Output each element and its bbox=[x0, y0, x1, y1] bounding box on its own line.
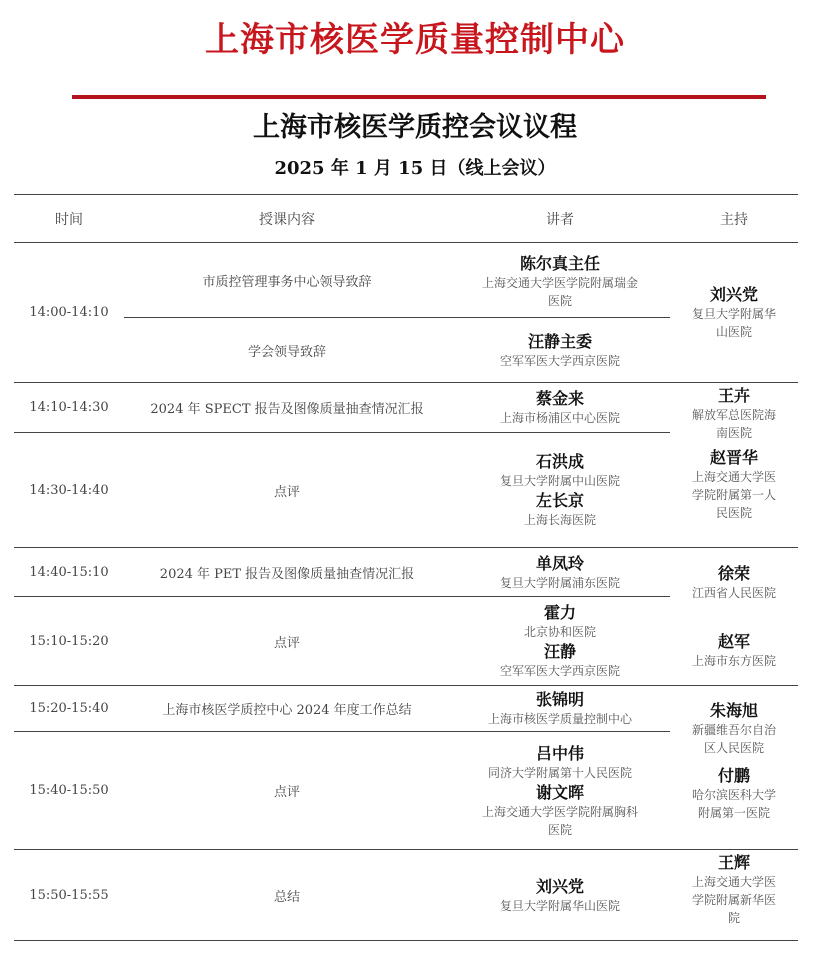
host-name: 赵军 bbox=[717, 632, 750, 652]
speaker-cell bbox=[450, 319, 670, 381]
time-slot: 15:50-15:55 bbox=[29, 887, 109, 903]
speaker-name: 汪静主委 bbox=[527, 331, 592, 351]
host-name: 徐荣 bbox=[717, 563, 750, 583]
host-affiliation: 附属第一医院 bbox=[697, 806, 770, 820]
session-topic: 学会领导致辞 bbox=[247, 344, 326, 360]
speaker-affiliation: 上海市核医学质量控制中心 bbox=[487, 712, 632, 726]
speaker-cell bbox=[450, 597, 670, 685]
host-affiliation: 新疆维吾尔自治 bbox=[691, 723, 776, 737]
speaker-name: 吕中伟 bbox=[535, 743, 584, 763]
host-affiliation: 院 bbox=[727, 911, 740, 925]
session-topic: 2024 年 SPECT 报告及图像质量抽查情况汇报 bbox=[150, 402, 424, 417]
speaker-affiliation: 医院 bbox=[547, 293, 572, 308]
header-divider bbox=[72, 95, 766, 99]
speaker-affiliation: 上海交通大学医学院附属胸科 bbox=[481, 804, 638, 819]
time-slot: 15:40-15:50 bbox=[29, 783, 109, 798]
column-header-speaker: 讲者 bbox=[546, 211, 574, 228]
column-header-time: 时间 bbox=[55, 211, 83, 228]
speaker-cell bbox=[450, 850, 670, 940]
host-cell bbox=[670, 548, 798, 685]
speaker-name: 陈尔真主任 bbox=[519, 253, 600, 273]
host-affiliation: 江西省人民医院 bbox=[691, 585, 776, 600]
host-affiliation: 民医院 bbox=[715, 506, 752, 520]
page-title: 上海市核医学质控会议议程 bbox=[253, 112, 577, 143]
host-cell bbox=[670, 852, 798, 940]
speaker-affiliation: 同济大学附属第十人民医院 bbox=[487, 765, 632, 780]
host-affiliation: 解放军总医院海 bbox=[691, 408, 776, 422]
speaker-affiliation: 复旦大学附属华山医院 bbox=[499, 898, 620, 913]
session-topic: 总结 bbox=[273, 889, 300, 905]
host-affiliation: 南医院 bbox=[715, 426, 752, 440]
speaker-name: 石洪成 bbox=[535, 452, 584, 471]
session-topic: 点评 bbox=[273, 785, 300, 800]
speaker-cell bbox=[450, 383, 670, 432]
host-affiliation: 区人民医院 bbox=[703, 741, 764, 755]
speaker-cell bbox=[450, 686, 670, 731]
host-affiliation: 上海交通大学医 bbox=[691, 470, 776, 484]
speaker-name: 单凤玲 bbox=[535, 553, 584, 573]
speaker-name: 左长京 bbox=[535, 491, 584, 510]
speaker-affiliation: 上海交通大学医学院附属瑞金 bbox=[481, 275, 638, 290]
session-topic: 点评 bbox=[273, 484, 300, 500]
speaker-name: 蔡金来 bbox=[535, 389, 584, 408]
host-name: 朱海旭 bbox=[709, 701, 758, 720]
speaker-affiliation: 医院 bbox=[547, 822, 572, 837]
host-name: 刘兴党 bbox=[709, 285, 758, 304]
host-name: 王卉 bbox=[717, 386, 750, 405]
host-entry bbox=[692, 563, 776, 602]
host-cell bbox=[670, 243, 798, 382]
host-affiliation: 复旦大学附属华 bbox=[691, 307, 776, 321]
host-affiliation: 学院附属第一人 bbox=[691, 488, 776, 502]
host-affiliation: 上海交通大学医 bbox=[691, 875, 776, 889]
host-name: 赵晋华 bbox=[709, 448, 758, 467]
session-topic: 点评 bbox=[273, 635, 300, 651]
session-topic: 上海市核医学质控中心 2024 年度工作总结 bbox=[162, 703, 412, 718]
host-entry bbox=[692, 631, 776, 670]
speaker-affiliation: 上海市杨浦区中心医院 bbox=[499, 411, 620, 425]
speaker-cell bbox=[450, 548, 670, 596]
speaker-name: 谢文晖 bbox=[535, 782, 584, 802]
host-affiliation: 上海市东方医院 bbox=[691, 654, 776, 669]
time-slot: 15:20-15:40 bbox=[29, 701, 109, 716]
table-bottom-rule bbox=[14, 940, 798, 941]
time-slot: 14:00-14:10 bbox=[29, 305, 109, 320]
host-name: 付鹏 bbox=[717, 766, 750, 785]
speaker-cell bbox=[450, 436, 670, 544]
speaker-affiliation: 空军军医大学西京医院 bbox=[499, 353, 620, 368]
speaker-affiliation: 北京协和医院 bbox=[523, 625, 596, 639]
host-cell bbox=[670, 700, 798, 840]
speaker-name: 刘兴党 bbox=[535, 876, 584, 896]
column-header-content: 授课内容 bbox=[259, 211, 315, 228]
speaker-cell bbox=[450, 732, 670, 849]
time-slot: 15:10-15:20 bbox=[29, 633, 109, 649]
time-slot: 14:40-15:10 bbox=[29, 564, 109, 580]
session-topic: 市质控管理事务中心领导致辞 bbox=[202, 274, 372, 290]
speaker-name: 张锦明 bbox=[535, 690, 584, 709]
speaker-name: 汪静 bbox=[543, 642, 576, 661]
org-title: 上海市核医学质量控制中心 bbox=[205, 20, 625, 60]
host-cell bbox=[670, 385, 798, 547]
speaker-name: 霍力 bbox=[543, 603, 576, 622]
speaker-affiliation: 空军军医大学西京医院 bbox=[499, 664, 620, 678]
time-slot: 14:10-14:30 bbox=[29, 400, 109, 415]
host-affiliation: 山医院 bbox=[715, 325, 752, 339]
session-topic: 2024 年 PET 报告及图像质量抽查情况汇报 bbox=[159, 566, 415, 582]
speaker-affiliation: 复旦大学附属浦东医院 bbox=[499, 575, 620, 590]
speaker-affiliation: 上海长海医院 bbox=[523, 513, 596, 527]
time-slot: 14:30-14:40 bbox=[29, 482, 109, 498]
host-name: 王辉 bbox=[717, 853, 750, 872]
host-affiliation: 学院附属新华医 bbox=[691, 893, 776, 907]
column-header-host: 主持 bbox=[720, 211, 748, 228]
speaker-affiliation: 复旦大学附属中山医院 bbox=[499, 474, 620, 488]
host-affiliation: 哈尔滨医科大学 bbox=[691, 788, 776, 802]
meeting-date: 2025 年 1 月 15 日（线上会议） bbox=[274, 158, 556, 179]
speaker-cell bbox=[450, 246, 670, 316]
